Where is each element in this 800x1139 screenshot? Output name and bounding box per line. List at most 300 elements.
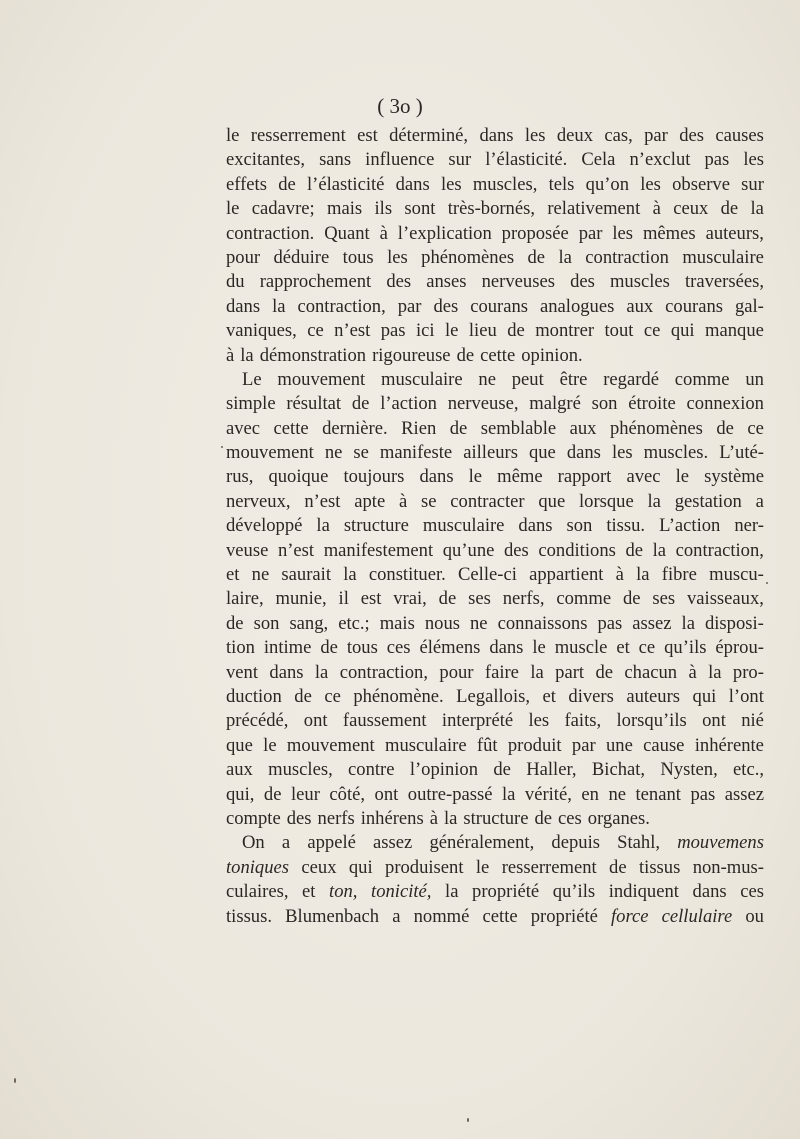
word: resserrement [250, 125, 346, 146]
word: force [611, 905, 649, 927]
word: ailleurs [463, 442, 518, 464]
word: On [242, 832, 265, 854]
word: les [612, 222, 634, 244]
word: la [316, 515, 330, 537]
word: le [468, 466, 483, 488]
word: l’élasticité [306, 173, 385, 195]
word: deux [556, 125, 594, 146]
word: comme [556, 588, 612, 610]
word: l’action [380, 393, 437, 415]
word: contraction, [675, 539, 764, 561]
word: sur [448, 149, 472, 171]
word: à [429, 807, 438, 829]
word: connaissons [497, 612, 588, 634]
page-number: ( 3o ) [377, 94, 423, 118]
word: précédé, [226, 710, 289, 732]
word: mouvement [226, 442, 314, 464]
word: relativement [547, 198, 641, 220]
word: gal- [734, 295, 764, 317]
text-line [226, 295, 764, 319]
word: de [609, 856, 627, 878]
word: faire [484, 661, 519, 683]
word: anses [426, 271, 467, 293]
word: nerveux, [226, 490, 291, 512]
text-line [226, 685, 764, 709]
word: sont [404, 198, 436, 220]
word: cette [480, 344, 516, 366]
word: la [314, 661, 329, 683]
word: veuse [226, 539, 269, 561]
word: muscu- [709, 564, 764, 586]
word: opinion. [521, 344, 583, 366]
word: dans [518, 515, 553, 537]
word: chacun [624, 661, 678, 683]
word: la [272, 295, 286, 317]
word: tous [342, 246, 374, 268]
word: ou [745, 905, 764, 927]
word: organes. [587, 807, 650, 829]
word: lieu [468, 320, 497, 342]
word: un [745, 368, 764, 390]
word: de [622, 588, 641, 610]
word: assez [373, 832, 413, 854]
word: le [532, 637, 546, 659]
word: conditions [538, 539, 616, 561]
word: les [743, 149, 764, 171]
word: sur [741, 173, 764, 195]
text-line [226, 734, 764, 758]
word: depuis [551, 832, 600, 854]
word: que [538, 490, 566, 512]
text-line [226, 344, 764, 368]
word: la [636, 564, 650, 586]
word: la [343, 564, 357, 586]
word: à [652, 198, 661, 220]
word: manque [705, 320, 764, 342]
text-line [226, 831, 764, 855]
word: cause [643, 734, 685, 756]
word: ne [324, 442, 343, 464]
word: de [226, 612, 244, 634]
word: les [387, 246, 408, 268]
word: Blumenbach [285, 905, 380, 927]
word: musculaire [422, 515, 505, 537]
word: tels [548, 173, 575, 195]
word: rapport [557, 466, 612, 488]
text-line [226, 807, 764, 831]
word: de [294, 685, 312, 707]
word: leur [290, 783, 320, 805]
word: pas [704, 149, 730, 171]
word: que [226, 734, 253, 756]
word: dans [269, 661, 304, 683]
word: phénomènes [421, 246, 515, 268]
word: excitantes, [226, 149, 305, 171]
word: contre [348, 759, 395, 781]
word: fût [476, 734, 498, 756]
word: mais [327, 198, 363, 220]
word: de [449, 417, 468, 439]
word: n’est [334, 320, 371, 342]
text-line [226, 636, 764, 660]
text-line [226, 661, 764, 685]
word: développé [226, 515, 303, 537]
word: déduire [273, 246, 330, 268]
word: généralement, [429, 832, 535, 854]
word: la [530, 661, 544, 683]
word: nerveuses [481, 271, 555, 293]
word: de [595, 661, 614, 683]
word: ce [324, 685, 341, 707]
word: la [652, 539, 667, 561]
word: mouvement [277, 368, 366, 390]
word: analogues [540, 295, 615, 317]
word: musculaire [682, 246, 764, 268]
word: et [616, 637, 630, 659]
word: dans [489, 637, 524, 659]
word: étroite [628, 393, 676, 415]
word: des [570, 271, 595, 293]
word: nommé [413, 905, 470, 927]
word: de [438, 588, 457, 610]
text-line [226, 539, 764, 563]
word: par [397, 295, 422, 317]
word: peut [511, 368, 544, 390]
word: vaniques, [226, 320, 297, 342]
word: dans [479, 125, 514, 146]
word: la [750, 198, 764, 220]
word: se [353, 442, 369, 464]
word: des [679, 125, 704, 146]
word: malgré [529, 393, 581, 415]
word: traversées, [684, 271, 764, 293]
word: faits, [564, 710, 602, 732]
text-line [226, 173, 764, 197]
word: musculaire [385, 734, 467, 756]
word: propriété [530, 905, 598, 927]
word: etc.; [338, 612, 370, 634]
word: ce [307, 320, 324, 342]
text-line [226, 758, 764, 782]
word: la [501, 783, 516, 805]
word: qui, [226, 783, 255, 805]
paper-speck [14, 1078, 16, 1083]
text-line [226, 368, 764, 392]
word: appelé [307, 832, 356, 854]
word: muscles, [472, 173, 538, 195]
word: le [445, 320, 459, 342]
word: mais [379, 612, 415, 634]
word: causes [715, 125, 764, 146]
word: ont [303, 710, 328, 732]
word: contraction. [226, 222, 315, 244]
word: être [559, 368, 588, 390]
word: nerfs [317, 807, 355, 829]
word: de [278, 173, 296, 195]
word: L’action [659, 515, 721, 537]
text-line [226, 783, 764, 807]
word: outre-passé [407, 783, 493, 805]
word: dans [226, 295, 261, 317]
text-line [226, 319, 764, 343]
word: ne [251, 564, 270, 586]
word: tout [604, 320, 634, 342]
word: Le [242, 368, 262, 390]
word: de [263, 783, 282, 805]
word: duction [226, 685, 282, 707]
word: son [566, 515, 593, 537]
word: tonicité, [371, 881, 432, 903]
text-line [226, 880, 764, 904]
word: effets [226, 173, 267, 195]
word: cellulaire [661, 905, 733, 927]
word: les [640, 173, 661, 195]
word: disposi- [704, 612, 764, 634]
word: toujours [343, 466, 405, 488]
word: éprou- [715, 637, 764, 659]
word: qu’une [442, 539, 495, 561]
word: dans [395, 173, 430, 195]
paper-speck [221, 446, 223, 448]
word: influence [365, 149, 435, 171]
word: de [456, 344, 475, 366]
word: les [524, 125, 546, 146]
word: en [581, 783, 599, 805]
word: compte [226, 807, 281, 829]
word: du [226, 271, 245, 293]
word: divers [568, 685, 614, 707]
word: à [615, 564, 624, 586]
word: ici [415, 320, 435, 342]
text-line [226, 856, 764, 880]
word: vrai, [393, 588, 427, 610]
word: de [320, 637, 338, 659]
word: tion [226, 637, 255, 659]
paper-speck [766, 582, 768, 584]
word: contraction, [339, 661, 428, 683]
word: le [226, 125, 240, 146]
word: interprété [441, 710, 514, 732]
text-line [226, 246, 764, 270]
word: à [688, 661, 697, 683]
word: des [386, 271, 412, 293]
word: apte [354, 490, 386, 512]
word: inhérens [360, 807, 424, 829]
word: pour [439, 661, 474, 683]
word: le [475, 856, 490, 878]
word: manifeste [379, 442, 453, 464]
word: lorsqu’ils [616, 710, 687, 732]
text-line [226, 417, 764, 441]
word: l’opinion [409, 759, 479, 781]
word: Rien [401, 417, 437, 439]
word: et [226, 564, 240, 586]
word: assez [724, 783, 764, 805]
word: même [497, 466, 543, 488]
word: très-bornés, [447, 198, 535, 220]
word: de [716, 417, 734, 439]
word: l’élasticité. [485, 149, 568, 171]
word: à [226, 344, 235, 366]
word: une [605, 734, 633, 756]
text-line [226, 270, 764, 294]
word: n’est [277, 539, 315, 561]
word: courans [665, 295, 723, 317]
word: le [263, 734, 277, 756]
word: la [647, 490, 661, 512]
word: l’ont [728, 685, 764, 707]
word: avec [626, 466, 661, 488]
word: dernière. [322, 417, 388, 439]
word: aux [626, 295, 654, 317]
word: a [755, 490, 764, 512]
text-line [226, 124, 764, 148]
word: que [528, 442, 556, 464]
word: Bichat, [591, 759, 646, 781]
word: L’uté- [719, 442, 764, 464]
word: muscles. [643, 442, 709, 464]
word: ont [702, 710, 726, 732]
word: cette [273, 417, 309, 439]
word: assez [632, 612, 672, 634]
word: nerfs, [502, 588, 545, 610]
word: à [398, 490, 408, 512]
word: à [379, 222, 388, 244]
word: comme [674, 368, 730, 390]
text-line [226, 514, 764, 538]
word: regardé [603, 368, 659, 390]
word: nié [741, 710, 764, 732]
word: mêmes [642, 222, 696, 244]
word: ne [608, 783, 626, 805]
word: a [281, 832, 291, 854]
word: ce [643, 320, 661, 342]
word: pour [226, 246, 261, 268]
word: auteurs, [705, 222, 764, 244]
text-line [226, 465, 764, 489]
word: phénomènes [609, 417, 703, 439]
text-line [226, 587, 764, 611]
word: résultat [286, 393, 342, 415]
word: des [433, 295, 459, 317]
word: de [625, 539, 644, 561]
word: part [555, 661, 585, 683]
word: tissu. [606, 515, 646, 537]
word: muscle [554, 637, 608, 659]
word: des [503, 539, 529, 561]
text-line [226, 392, 764, 416]
text-line [226, 905, 764, 929]
word: pas [380, 320, 406, 342]
word: la [708, 661, 722, 683]
word: de [507, 320, 525, 342]
word: observe [672, 173, 730, 195]
word: cas, [604, 125, 633, 146]
word: de [351, 393, 370, 415]
word: la [445, 881, 459, 903]
word: aux [226, 759, 253, 781]
word: ces [740, 881, 764, 903]
word: il [338, 588, 349, 610]
word: quoique [268, 466, 329, 488]
word: musculaire [381, 368, 463, 390]
word: contraction [585, 246, 669, 268]
word: a [392, 905, 401, 927]
word: vérité, [524, 783, 572, 805]
word: ses [468, 588, 491, 610]
word: rus, [226, 466, 254, 488]
word: sang, [289, 612, 329, 634]
word: ses [652, 588, 676, 610]
word: saurait [281, 564, 331, 586]
word: nerveuse, [447, 393, 519, 415]
word: sans [319, 149, 352, 171]
word: le [226, 198, 240, 220]
word: de [527, 246, 546, 268]
word: système [704, 466, 764, 488]
body-text [226, 124, 764, 929]
word: pas [690, 783, 716, 805]
word: nous [424, 612, 460, 634]
word: la [240, 344, 254, 366]
word: lorsque [578, 490, 634, 512]
word: montrer [535, 320, 595, 342]
word: non-mus- [692, 856, 764, 878]
word: munie, [275, 588, 327, 610]
word: semblable [480, 417, 557, 439]
word: ne [470, 612, 488, 634]
word: tenant [635, 783, 681, 805]
word: les [440, 173, 462, 195]
word: Celle-ci [458, 564, 517, 586]
word: produit [507, 734, 562, 756]
word: muscles [609, 271, 670, 293]
word: structure [343, 515, 409, 537]
word: Haller, [526, 759, 577, 781]
word: élémens [419, 637, 481, 659]
word: tous [346, 637, 378, 659]
word: gestation [674, 490, 742, 512]
word: ne [478, 368, 496, 390]
word: ner- [734, 515, 764, 537]
word: aux [569, 417, 597, 439]
word: l’explication [397, 222, 492, 244]
word: tissus. [226, 905, 272, 927]
text-line [226, 612, 764, 636]
word: de [720, 198, 739, 220]
word: ces [386, 637, 411, 659]
word: intime [263, 637, 312, 659]
word: Nysten, [660, 759, 718, 781]
word: pas [597, 612, 623, 634]
word: se [421, 490, 437, 512]
word: inhérente [694, 734, 764, 756]
word: dans [566, 442, 601, 464]
text-line [226, 490, 764, 514]
word: fibre [661, 564, 697, 586]
word: son [253, 612, 280, 634]
word: Legallois, [456, 685, 530, 707]
word: pro- [732, 661, 764, 683]
word: n’exclut [629, 149, 691, 171]
word: est [357, 125, 378, 146]
word: qu’ils [552, 881, 596, 903]
word: phénomène. [353, 685, 444, 707]
word: structure [463, 807, 529, 829]
word: qui [670, 320, 695, 342]
word: muscles, [268, 759, 333, 781]
word: la [681, 612, 695, 634]
